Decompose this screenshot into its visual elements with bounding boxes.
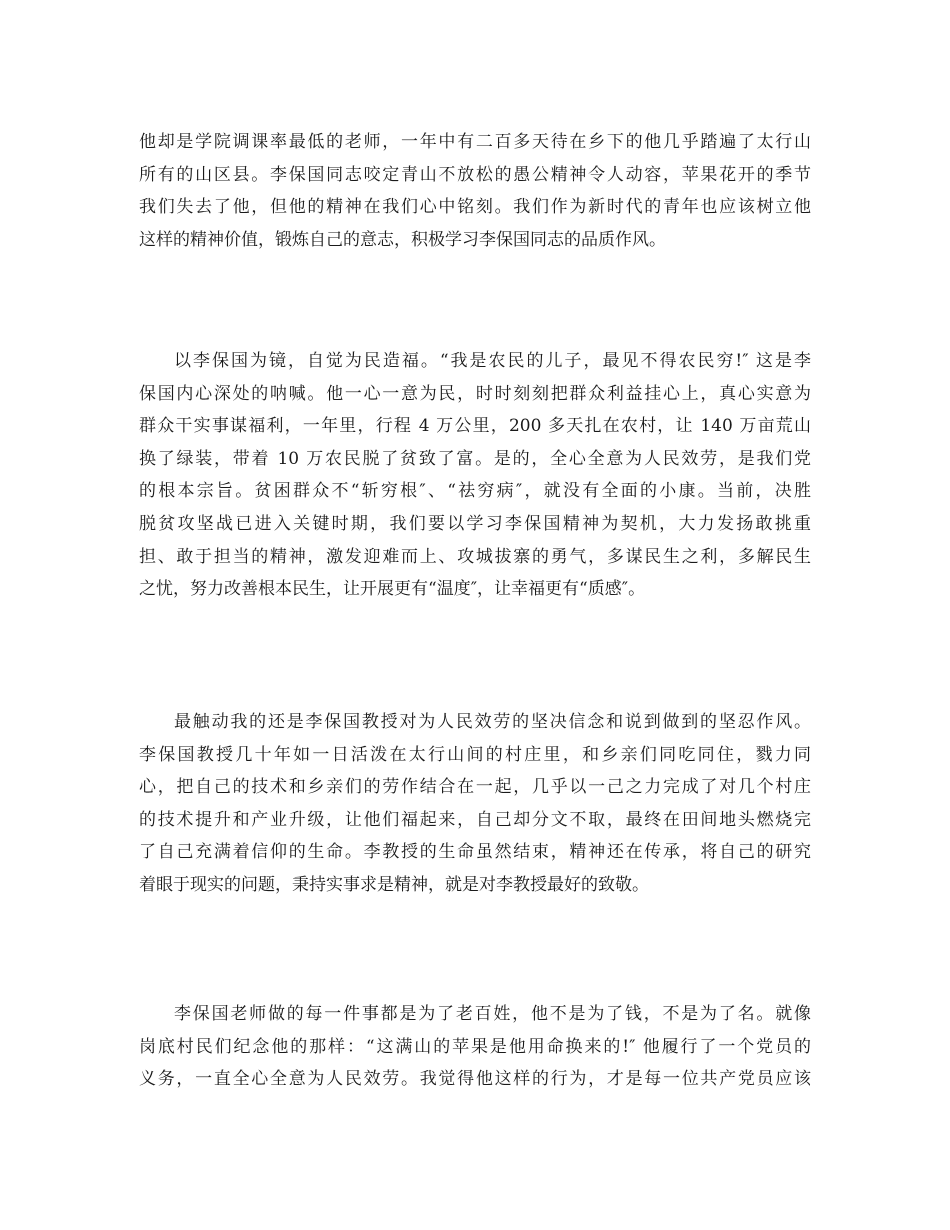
text-line: 岗底村民们纪念他的那样：“这满山的苹果是他用命换来的!″ 他履行了一个党员的	[139, 1036, 811, 1057]
text-line: 他却是学院调课率最低的老师，一年中有二百多天待在乡下的他几乎踏遍了太行山	[139, 132, 811, 152]
text-line: 的技术提升和产业升级，让他们福起来，自己却分文不取，最终在田间地头燃烧完	[139, 809, 811, 830]
text-line: 义务，一直全心全意为人民效劳。我觉得他这样的行为，才是每一位共产党员应该	[139, 1069, 811, 1090]
text-line: 的根本宗旨。贫困群众不“斩穷根″、“祛穷病″，就没有全面的小康。当前，决胜	[139, 481, 811, 502]
text-line: 之忧，努力改善根本民生，让开展更有“温度″，让幸福更有“质感″。	[139, 579, 646, 600]
text-line: 李保国教授几十年如一日活泼在太行山间的村庄里，和乡亲们同吃同住，戮力同	[139, 744, 811, 765]
paragraph-3	[139, 706, 811, 902]
text-line: 最触动我的还是李保国教授对为人民效劳的坚决信念和说到做到的坚忍作风。	[174, 712, 811, 732]
paragraph-1	[139, 126, 811, 256]
text-line: 着眼于现实的问题，秉持实事求是精神，就是对李教授最好的致敬。	[139, 874, 649, 895]
paragraph-2	[139, 345, 811, 606]
text-line: 我们失去了他，但他的精神在我们心中铭刻。我们作为新时代的青年也应该树立他	[139, 197, 811, 218]
text-line: 担、敢于担当的精神，激发迎难而上、攻城拔寨的勇气，多谋民生之利，多解民生	[139, 546, 811, 567]
text-line: 群众干实事谋福利，一年里，行程 4 万公里，200 多天扎在农村，让 140 万亩荒山	[139, 416, 811, 437]
text-line: 了自己充满着信仰的生命。李教授的生命虽然结束，精神还在传承，将自己的研究	[139, 842, 811, 863]
paragraph-4	[139, 998, 811, 1096]
text-line: 保国内心深处的呐喊。他一心一意为民，时时刻刻把群众利益挂心上，真心实意为	[139, 383, 811, 404]
text-line: 所有的山区县。李保国同志咬定青山不放松的愚公精神令人动容，苹果花开的季节	[139, 164, 811, 185]
text-line: 李保国老师做的每一件事都是为了老百姓，他不是为了钱，不是为了名。就像	[174, 1004, 811, 1024]
text-line: 这样的精神价值，锻炼自己的意志，积极学习李保国同志的品质作风。	[139, 229, 666, 250]
text-line: 心，把自己的技术和乡亲们的劳作结合在一起，几乎以一己之力完成了对几个村庄	[139, 777, 811, 798]
text-line: 换了绿装，带着 10 万农民脱了贫致了富。是的，全心全意为人民效劳，是我们党	[139, 448, 811, 469]
text-line: 以李保国为镜，自觉为民造福。“我是农民的儿子，最见不得农民穷!″ 这是李	[174, 351, 811, 371]
text-line: 脱贫攻坚战已进入关键时期，我们要以学习李保国精神为契机，大力发扬敢挑重	[139, 513, 811, 534]
